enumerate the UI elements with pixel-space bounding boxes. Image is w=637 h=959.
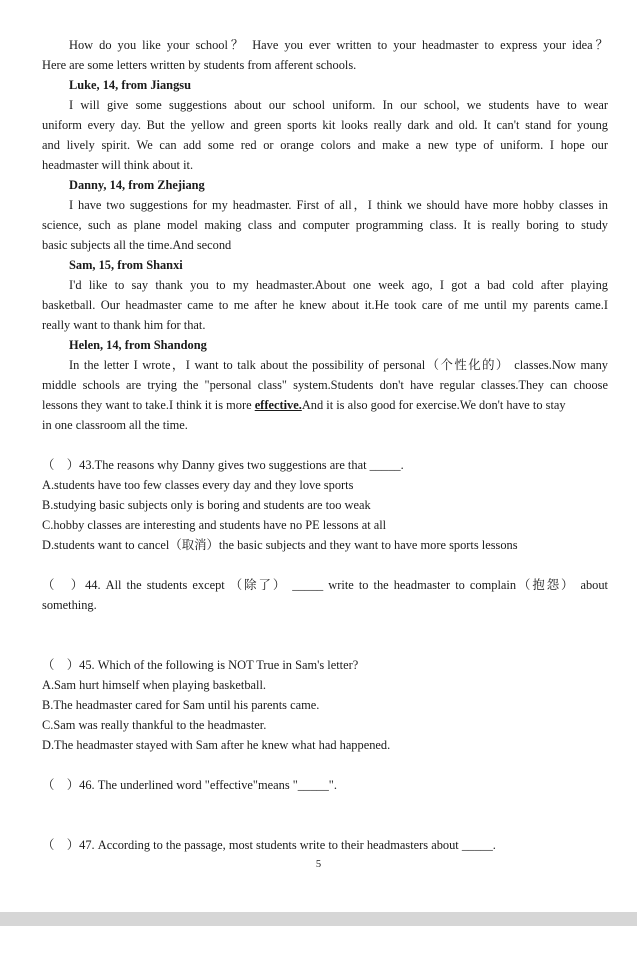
letter-heading-sam: Sam, 15, from Shanxi (69, 258, 183, 272)
letter-heading-danny: Danny, 14, from Zhejiang (69, 178, 205, 192)
option: B.The headmaster cared for Sam until his parents came. (42, 698, 320, 712)
question-46: （ ）46. The underlined word "effective"means "_____". (42, 778, 337, 792)
page-number: 5 (315, 859, 322, 870)
letter-line: and lively spirit. We can add some red or orange colors and make a new type of uniform. I hope our (42, 138, 608, 152)
question-47: （ ）47. According to the passage, most students write to their headmasters about _____. (42, 838, 496, 852)
letter-heading-luke: Luke, 14, from Jiangsu (69, 78, 191, 92)
letter-line: I'd like to say thank you to my headmaster.About one week ago, I got a bad cold after playing (69, 278, 608, 292)
option: A.students have too few classes every day and they love sports (42, 478, 354, 492)
letter-heading-helen: Helen, 14, from Shandong (69, 338, 207, 352)
option: D.students want to cancel（取消）the basic subjects and they want to have more sports lessons (42, 538, 518, 552)
letter-line: In the letter I wrote，I want to talk about the possibility of personal（个性化的） classes.Now many (69, 358, 608, 372)
letter-line: science, such as plane model making class and computer programming class. It is really boring to study (42, 218, 608, 232)
letter-line: basketball. Our headmaster came to me after he knew about it.He took care of me until my parents came.I (42, 298, 608, 312)
letter-line: I have two suggestions for my headmaster. First of all，I think we should have more hobby classes in (69, 198, 608, 212)
question-43: （ ）43.The reasons why Danny gives two suggestions are that _____. (42, 458, 404, 472)
intro-line: Here are some letters written by students from afferent schools. (42, 58, 357, 72)
letter-line (42, 395, 608, 415)
question-45: （ ）45. Which of the following is NOT True in Sam's letter? (42, 658, 359, 672)
option: C.Sam was really thankful to the headmaster. (42, 718, 267, 732)
letter-line: middle schools are trying the "personal class" system.Students don't have regular classes.They can choose (42, 378, 608, 392)
underlined-word: effective. (254, 398, 302, 412)
intro-line: How do you like your school？ Have you ever written to your headmaster to express your idea？ (69, 38, 608, 52)
letter-line: I will give some suggestions about our school uniform. In our school, we students have to wear (69, 98, 608, 112)
letter-line: uniform every day. But the yellow and green sports kit looks really dark and old. It can't stand for young (42, 118, 608, 132)
option: B.studying basic subjects only is boring and students are too weak (42, 498, 371, 512)
option: A.Sam hurt himself when playing basketball. (42, 678, 267, 692)
letter-line: headmaster will think about it. (42, 158, 194, 172)
letter-line-end: And it is also good for exercise.We don't have to stay (301, 398, 566, 412)
option: D.The headmaster stayed with Sam after he knew what had happened. (42, 738, 391, 752)
letter-line: basic subjects all the time.And second (42, 238, 232, 252)
letter-line: really want to thank him for that. (42, 318, 206, 332)
letter-line: in one classroom all the time. (42, 418, 188, 432)
viewer-bottom-band (0, 912, 637, 926)
option: C.hobby classes are interesting and students have no PE lessons at all (42, 518, 387, 532)
question-44: （ ）44. All the students except （除了） _____ write to the headmaster to complain（抱怨） about (42, 578, 608, 592)
letter-line-start: lessons they want to take.I think it is more (42, 398, 255, 412)
question-continuation: something. (42, 598, 97, 612)
